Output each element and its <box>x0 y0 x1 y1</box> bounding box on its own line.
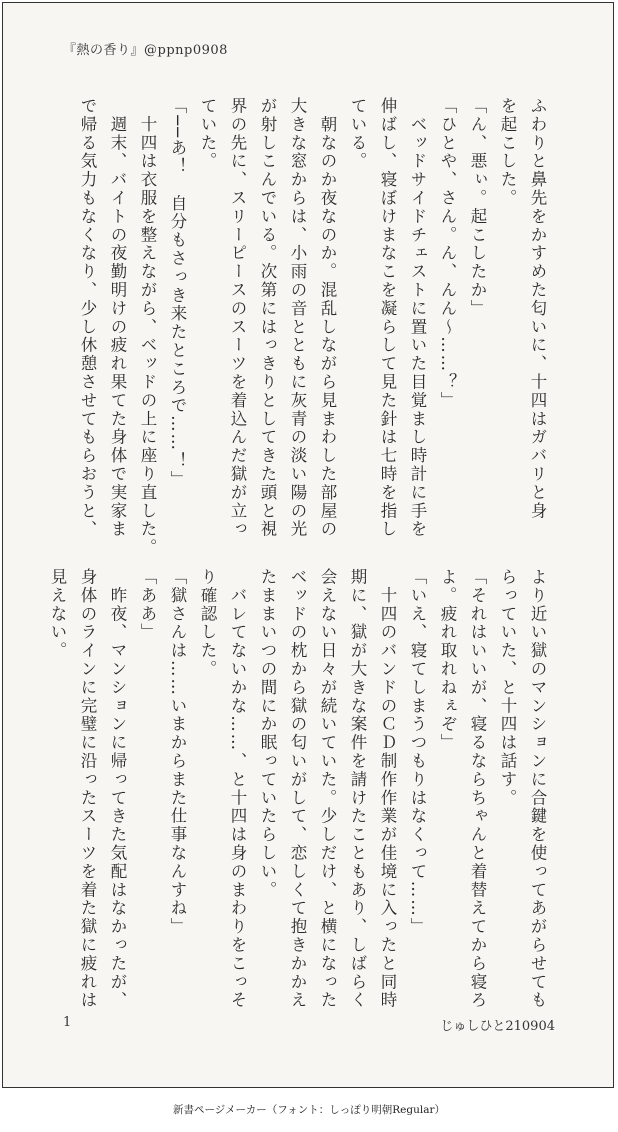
text-line: らっていた、と十四は話す。 <box>498 568 517 808</box>
text-line: が射しこんでいる。次第にはっきりとしてきた頭と視 <box>258 97 277 539</box>
text-line: 期に、獄が大きな案件を請けたこともあり、しばらく <box>348 568 367 1010</box>
text-line: 「ひとや、さん。ん、んん〜……？」 <box>438 97 457 410</box>
text-line: 「いえ、寝てしまうつもりはなくって……」 <box>408 568 427 936</box>
text-line: 昨夜、マンションに帰ってきた気配はなかったが、 <box>108 568 127 1010</box>
upper-text-block <box>72 97 552 557</box>
text-line: よ。疲れ取れねぇぞ」 <box>438 568 457 752</box>
text-line: 大きな窓からは、小雨の音とともに灰青の淡い陽の光 <box>288 97 307 539</box>
text-line: より近い獄のマンションに合鍵を使ってあがらせても <box>528 568 547 1010</box>
text-line: ベッドの枕から獄の匂いがして、恋しくて抱きかかえ <box>288 568 307 1010</box>
page-author-tag: じゅしひと210904 <box>440 1019 555 1034</box>
text-line: 「獄さんは……いまからまた仕事なんすね」 <box>168 568 187 936</box>
text-line: ていた。 <box>198 97 217 171</box>
text-line: 週末、バイトの夜勤明けの疲れ果てた身体で実家ま <box>108 97 127 539</box>
text-line: 会えない日々が続いていた。少しだけ、と横になった <box>318 568 337 1010</box>
text-line: 「ん、悪ぃ。起こしたか」 <box>468 97 487 318</box>
text-line: ている。 <box>348 97 367 171</box>
text-line: ベッドサイドチェストに置いた目覚まし時計に手を <box>408 97 427 539</box>
text-line: で帰る気力もなくなり、少し休憩させてもらおうと、 <box>78 97 97 539</box>
book-page <box>2 2 614 1088</box>
text-line: 伸ばし、寝ぼけまなこを凝らして見た針は七時を指し <box>378 97 397 539</box>
text-line: ふわりと鼻先をかすめた匂いに、十四はガバリと身 <box>528 97 547 521</box>
text-line: 朝なのか夜なのか。混乱しながら見まわした部屋の <box>318 97 337 539</box>
text-line: バレてないかな……、と十四は身のまわりをこっそ <box>228 568 247 1010</box>
book-title: 『熱の香り』@ppnp0908 <box>63 43 228 58</box>
text-line: 身体のラインに完璧に沿ったスーツを着た獄に疲れは <box>78 568 97 1010</box>
text-line: たままいつの間にか眠っていたらしい。 <box>258 568 277 900</box>
lower-text-block <box>42 568 552 1018</box>
text-line: 界の先に、スリーピースのスーツを着込んだ獄が立っ <box>228 97 247 539</box>
text-line: 見えない。 <box>48 568 67 660</box>
text-line: 十四は衣服を整えながら、ベッドの上に座り直した。 <box>138 97 157 557</box>
text-line: 「──あ！ 自分もさっき来たところで……！」 <box>168 97 187 489</box>
text-line: を起こした。 <box>498 97 517 208</box>
generator-credit: 新書ページメーカー（フォント：しっぽり明朝Regular） <box>173 1104 445 1116</box>
text-line: り確認した。 <box>198 568 217 679</box>
text-line: 十四のバンドのＣＤ制作作業が佳境に入ったと同時 <box>378 568 397 1010</box>
page-number: 1 <box>63 1015 72 1030</box>
text-line: 「ああ」 <box>138 568 157 642</box>
text-line: 「それはいいが、寝るならちゃんと着替えてから寝ろ <box>468 568 487 1010</box>
